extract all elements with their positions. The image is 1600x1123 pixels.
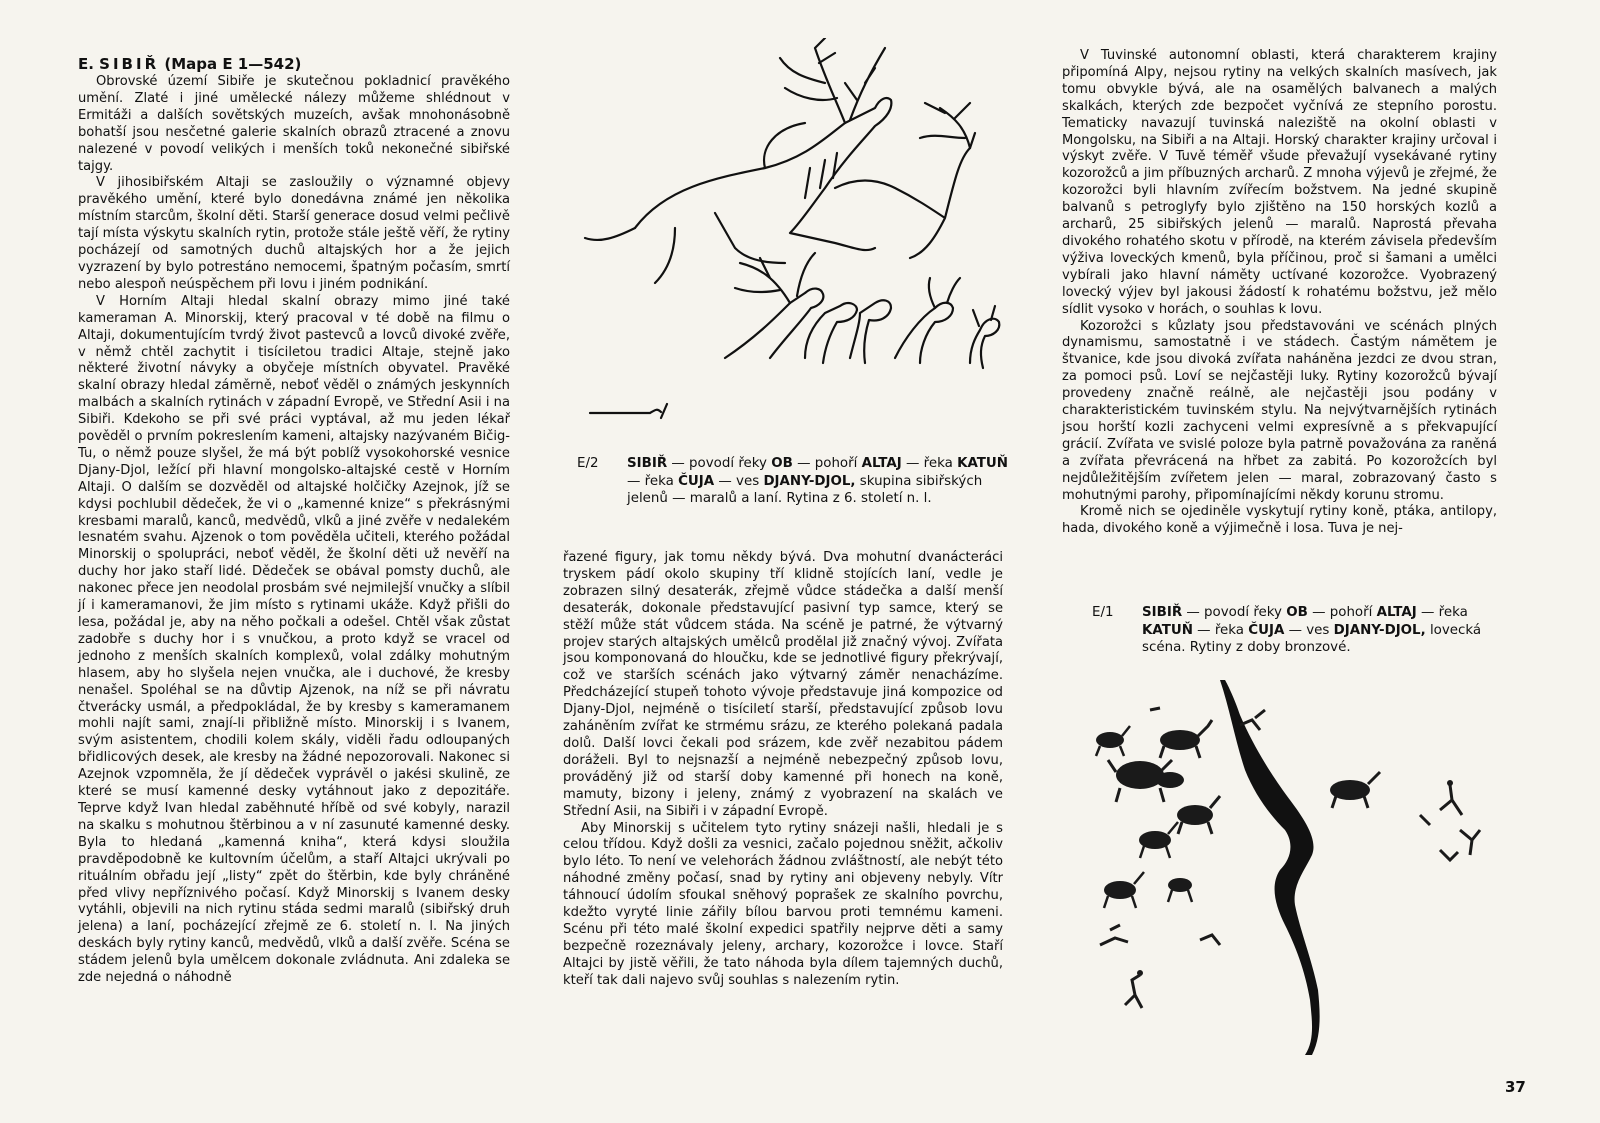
figure-caption-e2 (577, 455, 1017, 508)
caption-text: skupina sibiřských jelenů — maralů a laní. Rytina z 6. století n. l. (627, 473, 983, 507)
paragraph: V Tuvinské autonomní oblasti, která charakterem krajiny připomíná Alpy, nejsou rytiny na velkých skalních masívech, jak tomu obvykle bývá, ale na osamělých balvanech a malých skalkách, kterých zde bezpočet vyčnívá ze stepního porostu. Tematicky navazují tuvinská naleziště na okolní oblasti v Mongolsku, na Sibiři a na Altaji. Horský charakter krajiny určoval i výskyt zvěře. V Tuvě téměř všude převažují vysekávané rytiny kozorožců a jim příbuzných archarů. Z mnoha výjevů je zřejmé, že kozorožci byli hlavním zvířecím božstvem. Na jedné skupině balvanů s petroglyfy bylo zjištěno na 150 horských kozlů a archarů, 25 sibiřských jelenů — maralů. Naprostá převaha divokého rohatého skotu v přírodě, na kterém závisela především výživa loveckých kmenů, byla příčinou, proč si šamani a umělci vybírali jako hlavní náměty uctívané kozorožce. Vyobrazený lovecký výjev byl jakousi žádostí k rohatému božstvu, jež mělo sídlit vysoko v horách, o souhlas k lovu. (1062, 48, 1497, 317)
caption-number: E/2 (577, 456, 599, 471)
caption-text: — řeka (901, 456, 958, 471)
caption-text: — povodí řeky (1182, 605, 1287, 620)
paragraph: V jihosibiřském Altaji se zasloužily o významné objevy pravěkého umění, které bylo donedávna známé jen několika místním starcům, školní děti. Starší generace dosud velmi pečlivě tají místa výskytu skalních rytin, protože stále ještě věří, že rytiny pocházejí od samotných duchů altajských hor a že jejich vyzrazení by bylo potrestáno nemocemi, špatným počasím, smrtí nebo alespoň neúspěchem při lovu i jiném podnikání. (78, 175, 510, 292)
caption-text: ČUJA (1248, 622, 1285, 638)
caption-text: — ves (1284, 622, 1334, 638)
caption-text: DJANY-DJOL, (763, 473, 856, 489)
caption-text: — řeka (1192, 622, 1249, 638)
caption-body (627, 455, 1017, 508)
caption-text: OB (1286, 605, 1308, 620)
caption-text: — pohoří (792, 456, 862, 471)
caption-text: — pohoří (1307, 605, 1377, 620)
paragraph: V Horním Altaji hledal skalní obrazy mimo jiné také kameraman A. Minorskij, který pracoval v té době na filmu o Altaji, dokumentujícím tvrdý život pastevců a lovců divoké zvěře, v němž chtěl zachytit i tisíciletou tradici Altaje, stejně jako některé životní návyky a obyčeje místních obyvatel. Pravěké skalní obrazy hledal záměrně, neboť věděl o známých jeskynních malbách a skalních rytinách v západní Evropě, ve Střední Asii i na Sibiři. Kdekoho se při své práci vyptával, až mu jeden lékař pověděl o prvním pokreslením kameni, altajsky nazývaném Bičig-Tu, o němž pouze slyšel, že má být poblíž vysokohorské vesnice Djany-Djol, ležící při hlavní mongolsko-altajské cestě v Horním Altaji. O dalším se dozvěděl od altajské holčičky Azejnok, jíž se kdysi pochlubil dědeček, že vi o „kamenné knize“ s překrásnými kresbami maralů, kanců, medvědů, vlků a jiné zvěře v nedalekém lesnatém svahu. Ajzenok o tom pověděla učiteli, kterého požádal Minorskij o spolupráci, neboť věděl, že školní děti už nevěří na duchy hor jako staří lidé. Dědeček se obával pomsty duchů, ale nakonec přece jen neodolal prosbám své nejmilejší vnučky a slíbil jí i kameramanovi, že jim místo s rytinami ukáže. Když přišli do lesa, požádal je, aby na něho počkali a odešel. Chtěl však zůstat zadobře s duchy hor i s vnučkou, a proto když se vracel od jednoho z menších skalních komplexů, volal zdálky mohutným hlasem, aby ho slyšela nejen vnučka, ale i duchové, že kresby nenašel. Spoléhal se na důvtip Ajzenok, na níž se při návratu čtverácky usmál, a předpokládal, že by kresby s kameramanem mohli najít sami, znají-li přibližně místo. Minorskij i s Ivanem, svým asistentem, chodili kolem skály, viděli řadu odloupaných břidlicových desek, ale kresby na žádné nepozorovali. Nakonec si Azejnok vzpomněla, že jí dědeček vyprávěl o jakési skulině, ze které se musí kamenné desky vytáhnout jako z depozitáře. Teprve když Ivan hledal zaběhnuté hříbě od své kobyly, narazil na skalku s mohutnou štěrbinou a v ní zasunuté kamenné desky. Byla to hledaná „kamenná kniha“, která kdysi sloužila pravděpodobně ke kultovním účelům, a staří Altajci ukrývali po rituálním obřadu její „listy“ zpět do štěrbin, kde byly chráněné před vlivy nepříznivého počasí. Když Minorskij s Ivanem desky vytáhli, objevili na nich rytinu stáda sedmi maralů (sibiřský druh jelena) a laní, pocházející zřejmě ze 6. století n. l. Na jiných deskách byly rytiny kanců, medvědů, vlků a další zvěře. Scéna se stádem jelenů byla umělcem dokonale zvládnuta. Ani zdaleka se zde nejedná o náhodně (78, 293, 510, 986)
caption-text: — povodí řeky (667, 456, 772, 471)
animal-figures (1096, 708, 1480, 1008)
caption-text: — řeka (1416, 605, 1468, 620)
text-column-1 (78, 54, 510, 987)
heading-sibir: SIBIŘ (99, 55, 160, 73)
hunting-scene-figure (1080, 680, 1500, 1060)
caption-text: KATUŇ (957, 456, 1008, 471)
caption-text: — řeka (627, 473, 679, 489)
caption-text: lovecká scéna. Rytiny z doby bronzové. (1142, 622, 1482, 656)
caption-number: E/1 (1092, 605, 1114, 620)
page-number: 37 (1505, 1078, 1526, 1096)
caption-text: KATUŇ (1142, 622, 1193, 638)
text-column-3 (1062, 48, 1497, 538)
heading-prefix: E. (78, 55, 100, 73)
paragraph: Kozorožci s kůzlaty jsou představováni ve scénách plných dynamismu, samostatně i ve stádech. Častým námětem je štvanice, kde jsou divoká zvířata naháněna jezdci ze dvou stran, za pomoci psů. Loví se nejčastěji luky. Rytiny kozorožců bývají provedeny značně reálně, ale nejčastěji jsou podány v charakteristickém tuvinském stylu. Na nejvýtvarnějších rytinách jsou horští kozli zachyceni velmi expresívně a s překvapující grácií. Zvířata ve svislé poloze byla patrně považována za raněná a zvířata převrácená na hřbet za zabitá. Po kozorožcích byl nejdůležitějším zvířetem jelen — maral, zobrazovaný často s mohutnými parohy, připomínajícími někdy korunu stromu. (1062, 318, 1497, 503)
caption-text: ALTAJ (1376, 605, 1417, 620)
caption-text: SIBIŘ (627, 456, 668, 471)
paragraph: řazené figury, jak tomu někdy bývá. Dva mohutní dvanácteráci tryskem pádí okolo skupiny tří klidně stojících laní, vedle je zobrazen silný desaterák, zřejmě vůdce stádečka a další menší desaterák, dokonale představující pasivní typ samce, který se stěží může stát vůdcem stáda. Na scéně je patrné, že výtvarný projev starých altajských umělců prodělal již značný vývoj. Zvířata jsou komponovaná do hloučku, kde se jednotlivé figury překrývají, což ve starších scénách jako výtvarný záměr nenacházíme. Předcházející stupeň tohoto vývoje představuje jiná kompozice od Djany-Djol, nejméně o tisíciletí starší, představující způsob lovu zaháněním zvířat ke strmému srázu, ze kterého polekaná padala dolů. Další lovci čekali pod srázem, kde zvěř nezabitou pádem doráželi. Byl to nejsnazší a nejméně nebezpečný způsob lovu, prováděný již od starší doby kamenné při honech na koně, mamuty, bizony i jeleny, známý z vyobrazení na skalách ve Střední Asii, na Sibiři i v západní Evropě. (563, 550, 1003, 819)
text-column-2 (563, 550, 1003, 990)
section-heading (78, 54, 510, 74)
caption-body (1142, 604, 1492, 657)
caption-text: — ves (714, 473, 764, 489)
paragraph: Aby Minorskij s učitelem tyto rytiny snázeji našli, hledali je s celou třídou. Když došli za vesnici, začalo pojednou sněžit, ačkoliv bylo léto. To není ve velehorách žádnou zvláštností, ale nebýt této náhodné změny počasí, snad by rytiny ani objeveny nebyly. Vítr táhnoucí údolím sfoukal sněhový poprašek ze skalního povrchu, kdežto vyryté linie zářily bílou barvou proti temnému kameni. Scénu při této malé školní expedici spatřily nejprve děti a samy bezpečně rozeznávaly jeleny, archary, kozorožce i lovce. Staří Altajci by jistě věřili, že tato náhoda byla dílem tajemných duchů, kteří tak dali najevo svůj souhlas s nalezením rytin. (563, 820, 1003, 988)
paragraph: Kromě nich se ojediněle vyskytují rytiny koně, ptáka, antilopy, hada, divokého koně a výjimečně i losa. Tuva je nej- (1062, 504, 1497, 537)
paragraph: Obrovské území Sibiře je skutečnou pokladnicí pravěkého umění. Zlaté i jiné umělecké nálezy můžeme shlédnout v Ermitáži a dalších sovětských muzeích, avšak mnohonásobně bohatší jsou nesčetné galerie skalních obrazů ztracené a znovu nalezené v povodí velikých i menších toků nekonečné sibiřské tajgy. (78, 74, 510, 174)
caption-text: ČUJA (678, 473, 715, 489)
heading-suffix: (Mapa E 1—542) (159, 55, 302, 73)
caption-text: SIBIŘ (1142, 605, 1183, 620)
deer-engraving-figure (575, 38, 1015, 428)
figure-caption-e1 (1092, 604, 1492, 657)
caption-text: OB (771, 456, 793, 471)
caption-text: ALTAJ (861, 456, 902, 471)
caption-text: DJANY-DJOL, (1333, 622, 1426, 638)
rock-crevice (1220, 680, 1320, 1055)
